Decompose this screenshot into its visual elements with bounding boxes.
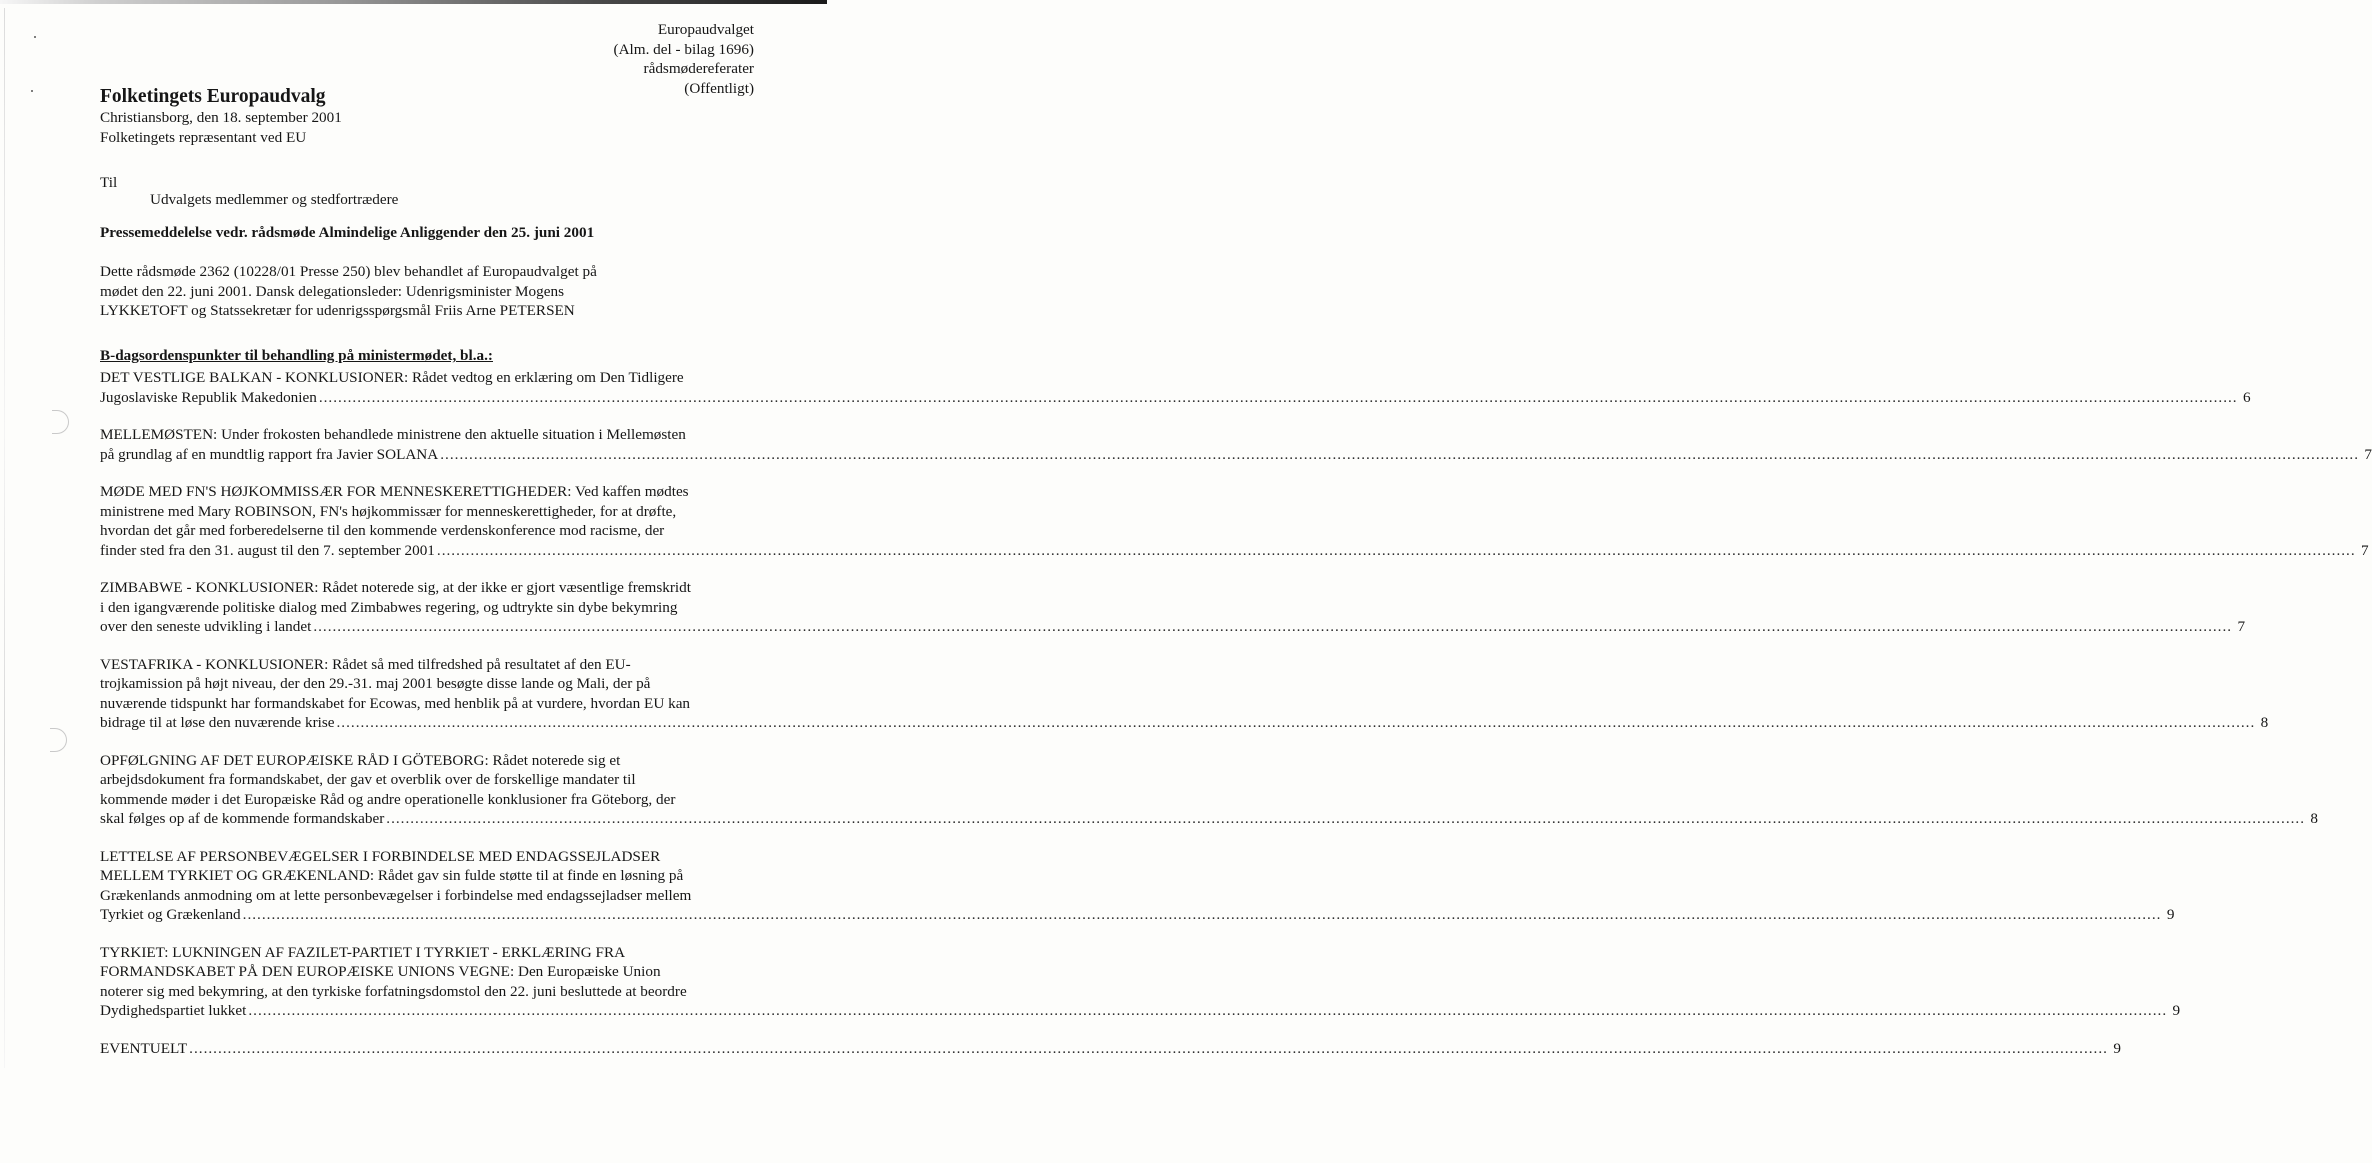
page-number: 7 xyxy=(2364,445,2372,463)
punch-hole-mark xyxy=(52,410,69,434)
agenda-item xyxy=(100,578,2246,637)
agenda-item-line: FORMANDSKABET PÅ DEN EUROPÆISKE UNIONS VEGNE: Den Europæiske Union xyxy=(100,963,661,980)
agenda-item-line: LETTELSE AF PERSONBEVÆGELSER I FORBINDELSE MED ENDAGSSEJLADSER xyxy=(100,847,661,865)
page-number: 6 xyxy=(2242,388,2251,406)
dot-leader: ................................................................................................................................................................................................................................................................................................................................................................................................................ xyxy=(318,388,2238,406)
agenda-item-line: hvordan det går med forberedelserne til den kommende verdenskonference mod racisme, der xyxy=(100,522,665,539)
intro-line: mødet den 22. juni 2001. Dansk delegationsleder: Udenrigsminister Mogens xyxy=(100,282,564,300)
reference-line: (Offentligt) xyxy=(684,79,754,97)
agenda-item xyxy=(100,751,2319,829)
dot-leader: ................................................................................................................................................................................................................................................................................................................................................................................................................ xyxy=(313,618,2233,635)
agenda-item-text: Tyrkiet og Grækenland xyxy=(100,906,241,923)
intro-line: Dette rådsmøde 2362 (10228/01 Presse 250) blev behandlet af Europaudvalget på xyxy=(100,263,597,280)
page-number: 9 xyxy=(2166,906,2175,923)
intro-paragraph xyxy=(100,262,740,321)
agenda-item xyxy=(100,1039,2121,1059)
page-number: 8 xyxy=(2310,810,2319,827)
agenda-item xyxy=(100,482,2369,560)
sender-title: Folketingets Europaudvalg xyxy=(100,86,326,107)
agenda-item xyxy=(100,655,2269,733)
agenda-item-text: finder sted fra den 31. august til den 7. september 2001 xyxy=(100,541,435,559)
agenda-item-text: EVENTUELT xyxy=(100,1039,188,1057)
agenda-item-line xyxy=(100,1001,2181,1021)
agenda-item-line: VESTAFRIKA - KONKLUSIONER: Rådet så med tilfredshed på resultatet af den EU- xyxy=(100,655,631,673)
scan-speck xyxy=(34,36,36,38)
sender-representative: Folketingets repræsentant ved EU xyxy=(100,128,307,146)
agenda-item-text: over den seneste udvikling i landet xyxy=(100,618,312,635)
agenda-item-line: MELLEM TYRKIET OG GRÆKENLAND: Rådet gav sin fulde støtte til at finde en løsning på xyxy=(100,867,684,884)
agenda-item-line: i den igangværende politiske dialog med Zimbabwes regering, og udtrykte sin dybe bekymring xyxy=(100,598,678,616)
agenda-item-line: MELLEMØSTEN: Under frokosten behandlede ministrene den aktuelle situation i Mellemøsten xyxy=(100,426,686,443)
dot-leader: ................................................................................................................................................................................................................................................................................................................................................................................................................ xyxy=(248,1002,2168,1019)
reference-line: Europaudvalget xyxy=(657,21,754,38)
agenda-item xyxy=(100,368,2251,407)
scan-speck xyxy=(31,90,33,92)
agenda-item xyxy=(100,425,2372,464)
dot-leader: ................................................................................................................................................................................................................................................................................................................................................................................................................ xyxy=(242,906,2162,923)
scan-left-edge xyxy=(4,8,5,1068)
agenda-item-line: arbejdsdokument fra formandskabet, der gav et overblik over de forskellige mandater til xyxy=(100,771,636,788)
dot-leader: ................................................................................................................................................................................................................................................................................................................................................................................................................ xyxy=(336,714,2256,731)
agenda-item-line: MØDE MED FN'S HØJKOMMISSÆR FOR MENNESKERETTIGHEDER: Ved kaffen mødtes xyxy=(100,483,689,500)
dot-leader: ................................................................................................................................................................................................................................................................................................................................................................................................................ xyxy=(436,541,2356,559)
agenda-item-text: skal følges op af de kommende formandskaber xyxy=(100,810,385,827)
agenda-item-text: på grundlag af en mundtlig rapport fra Javier SOLANA xyxy=(100,445,439,463)
agenda-item-line xyxy=(100,617,2246,637)
page-number: 8 xyxy=(2260,714,2269,731)
agenda-item-line xyxy=(100,541,2369,561)
sender-block xyxy=(100,86,700,147)
agenda-item-text: bidrage til at løse den nuværende krise xyxy=(100,714,335,731)
dot-leader: ................................................................................................................................................................................................................................................................................................................................................................................................................ xyxy=(440,445,2359,463)
agenda-item-line xyxy=(100,1039,2121,1059)
page-number: 7 xyxy=(2237,618,2246,635)
agenda-item-line: trojkamission på højt niveau, der den 29.-31. maj 2001 besøgte disse lande og Mali, der på xyxy=(100,675,651,692)
agenda-item-line: TYRKIET: LUKNINGEN AF FAZILET-PARTIET I TYRKIET - ERKLÆRING FRA xyxy=(100,943,626,961)
agenda-item xyxy=(100,847,2175,925)
page-number: 9 xyxy=(2172,1002,2181,1019)
agenda-item-line xyxy=(100,445,2372,465)
agenda-item-line: kommende møder i det Europæiske Råd og andre operationelle konklusioner fra Göteborg, der xyxy=(100,790,676,808)
agenda-item xyxy=(100,943,2181,1021)
to-label: Til xyxy=(100,174,118,191)
reference-line: (Alm. del - bilag 1696) xyxy=(613,40,754,58)
page-number: 9 xyxy=(2113,1039,2121,1057)
agenda-item-line: ministrene med Mary ROBINSON, FN's højkommissær for menneskerettigheder, for at drøfte, xyxy=(100,502,677,520)
intro-line: LYKKETOFT og Statssekretær for udenrigsspørgsmål Friis Arne PETERSEN xyxy=(100,302,575,319)
agenda-item-line: DET VESTLIGE BALKAN - KONKLUSIONER: Rådet vedtog en erklæring om Den Tidligere xyxy=(100,369,684,386)
agenda-item-line xyxy=(100,388,2251,408)
agenda-item-text: Jugoslaviske Republik Makedonien xyxy=(100,388,317,406)
agenda-item-text: Dydighedspartiet lukket xyxy=(100,1002,247,1019)
dot-leader: ................................................................................................................................................................................................................................................................................................................................................................................................................ xyxy=(386,810,2306,827)
page-number: 7 xyxy=(2361,541,2369,559)
agenda-list xyxy=(100,368,2372,1076)
agenda-item-line: ZIMBABWE - KONKLUSIONER: Rådet noterede sig, at der ikke er gjort væsentlige fremskridt xyxy=(100,579,691,596)
reference-line: rådsmødereferater xyxy=(643,60,754,77)
dot-leader: ................................................................................................................................................................................................................................................................................................................................................................................................................ xyxy=(189,1039,2108,1057)
agenda-item-line xyxy=(100,905,2175,925)
punch-hole-mark xyxy=(50,728,67,752)
recipient-name: Udvalgets medlemmer og stedfortrædere xyxy=(150,191,399,208)
place-date: Christiansborg, den 18. september 2001 xyxy=(100,109,342,126)
agenda-item-line: OPFØLGNING AF DET EUROPÆISKE RÅD I GÖTEBORG: Rådet noterede sig et xyxy=(100,751,621,769)
subject-line: Pressemeddelelse vedr. rådsmøde Almindelige Anliggender den 25. juni 2001 xyxy=(100,224,595,241)
agenda-item-line xyxy=(100,809,2319,829)
scan-top-edge xyxy=(0,0,827,4)
agenda-item-line: nuværende tidspunkt har formandskabet for Ecowas, med henblik på at vurdere, hvordan EU kan xyxy=(100,694,691,712)
agenda-item-line xyxy=(100,713,2269,733)
agenda-item-line: Grækenlands anmodning om at lette personbevægelser i forbindelse med endagssejladser mellem xyxy=(100,886,692,904)
agenda-heading: B-dagsordenspunkter til behandling på ministermødet, bl.a.: xyxy=(100,347,493,364)
agenda-item-line: noterer sig med bekymring, at den tyrkiske forfatningsdomstol den 22. juni besluttede at beordre xyxy=(100,982,687,1000)
